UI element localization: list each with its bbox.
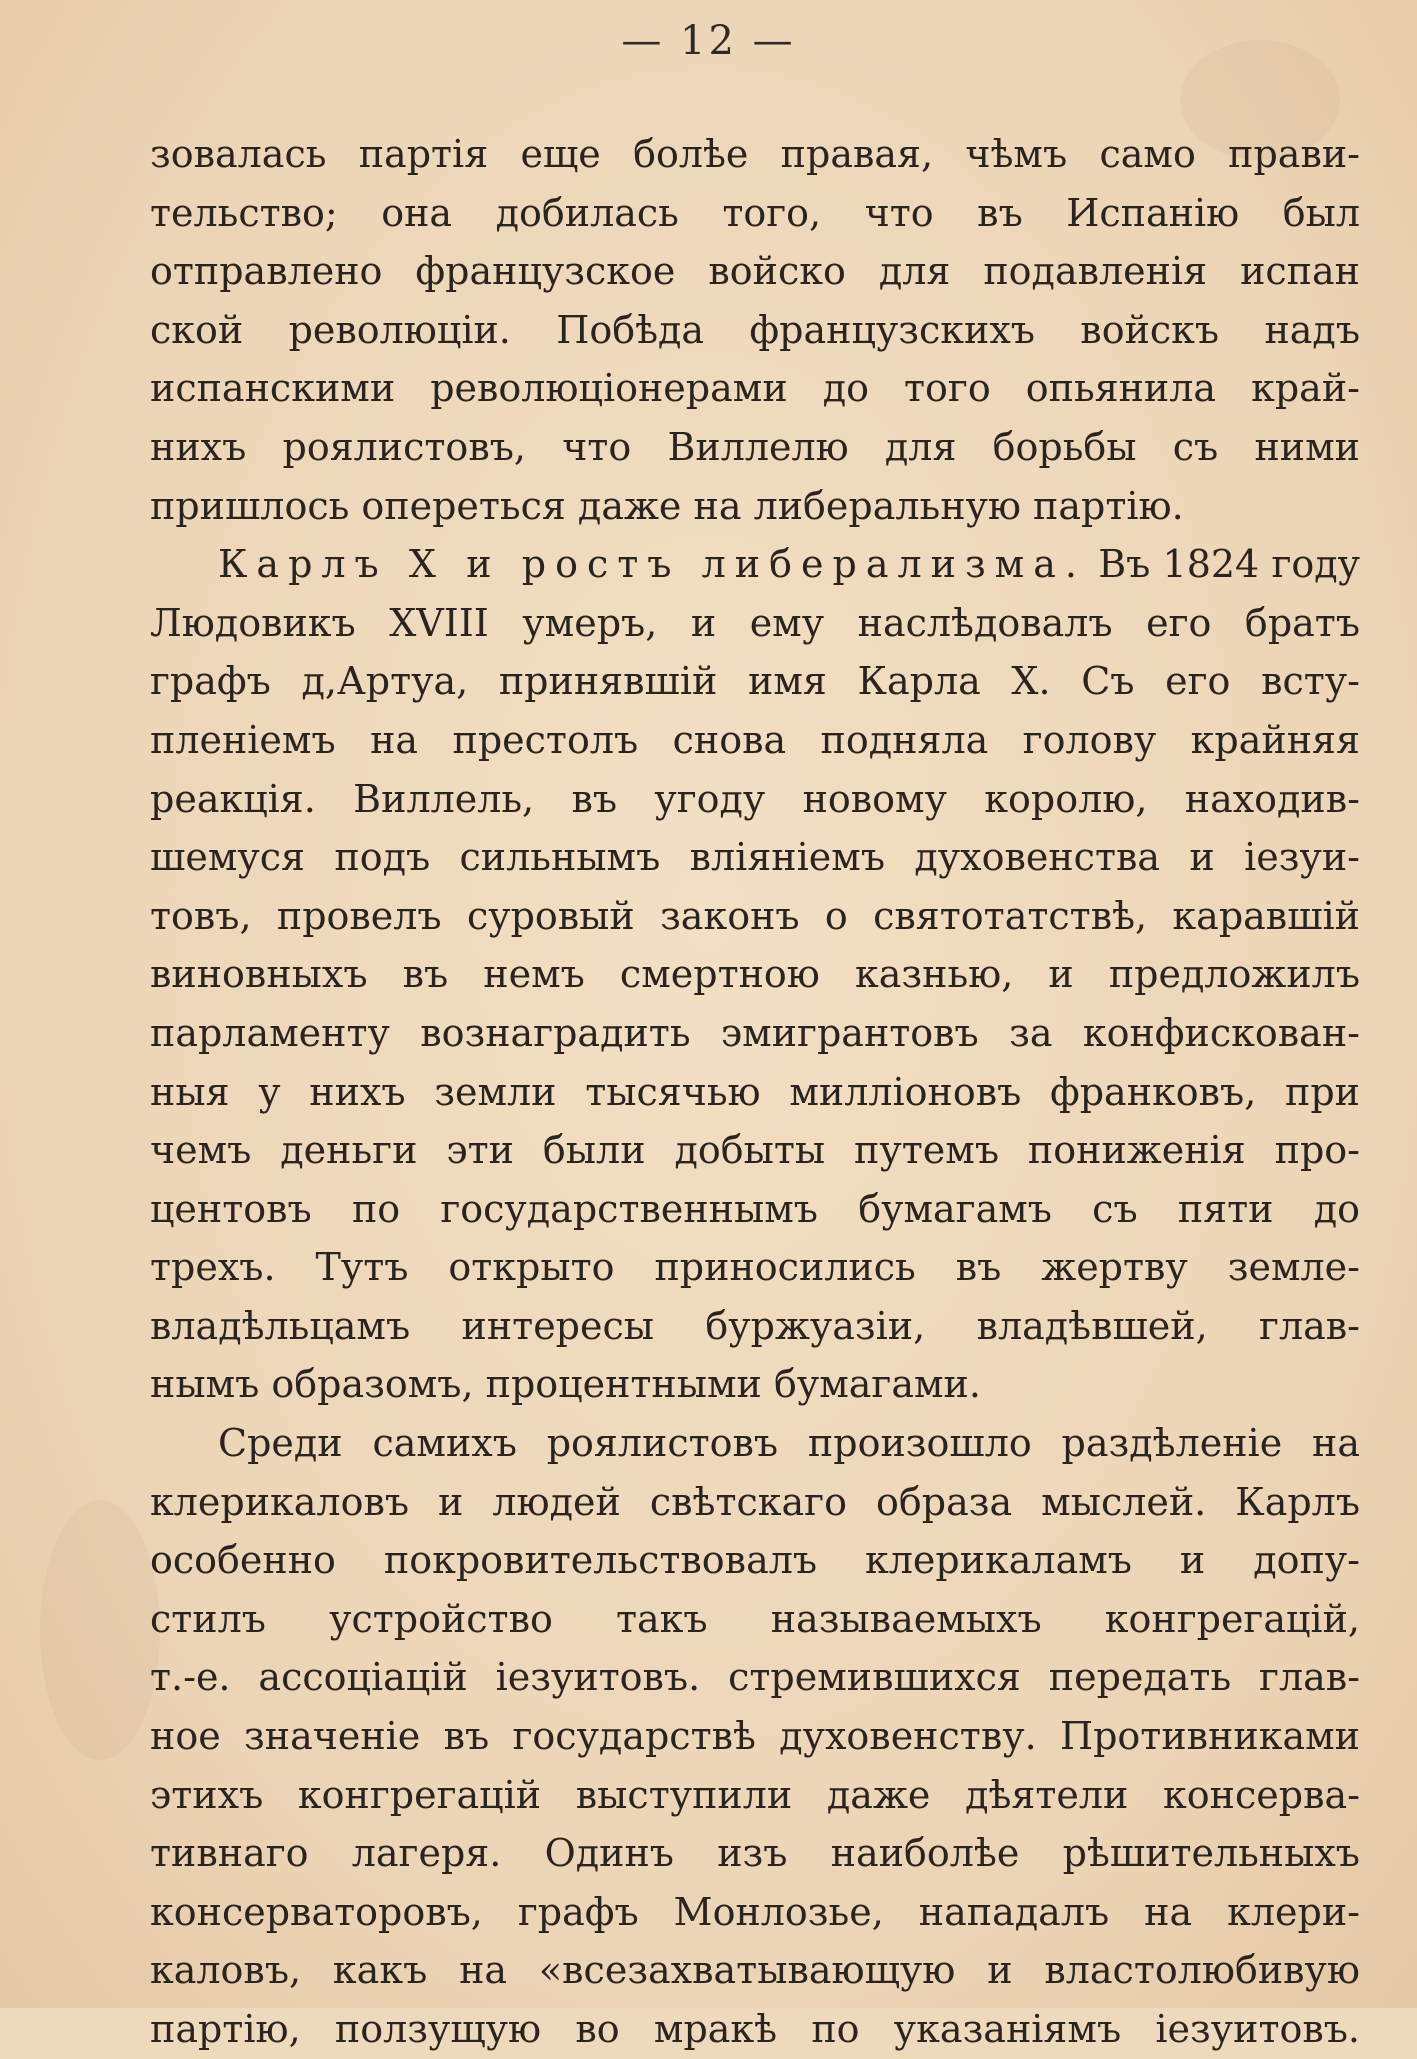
text-line-start: Въ 1824 году — [1098, 542, 1360, 587]
text-line: товъ, провелъ суровый законъ о святотатствѣ, каравшій — [150, 893, 1360, 938]
text-line: пришлось опереться даже на либеральную партію. — [150, 483, 1184, 528]
text-line: пленіемъ на престолъ снова подняла голову крайняя — [150, 717, 1360, 762]
text-line: нымъ образомъ, процентными бумагами. — [150, 1362, 981, 1407]
paper-stain — [40, 1500, 160, 1760]
text-line: ской революціи. Побѣда французскихъ войскъ надъ — [150, 307, 1360, 352]
text-line: тивнаго лагеря. Одинъ изъ наиболѣе рѣшительныхъ — [150, 1831, 1360, 1876]
text-line: ное значеніе въ государствѣ духовенству. Противниками — [150, 1714, 1360, 1759]
text-line: зовалась партія еще болѣе правая, чѣмъ само прави- — [150, 132, 1360, 176]
text-line: ныя у нихъ земли тысячью милліоновъ франковъ, при — [150, 1069, 1360, 1114]
text-line: нихъ роялистовъ, что Виллелю для борьбы съ ними — [150, 424, 1360, 469]
text-line: стилъ устройство такъ называемыхъ конгрегацій, — [150, 1596, 1360, 1641]
body-text — [150, 125, 1360, 2059]
text-line: тельство; она добилась того, что въ Испанію был — [150, 190, 1360, 235]
text-line: каловъ, какъ на «всезахватывающую и властолюбивую — [150, 1948, 1360, 1993]
text-line: испанскими революціонерами до того опьянила край- — [150, 366, 1360, 411]
text-line: шемуся подъ сильнымъ вліяніемъ духовенства и іезуи- — [150, 835, 1360, 880]
text-line: Среди самихъ роялистовъ произошло раздѣленіе на — [218, 1421, 1360, 1466]
text-line: центовъ по государственнымъ бумагамъ съ пяти до — [150, 1186, 1360, 1231]
text-line: реакція. Виллель, въ угоду новому королю, находив- — [150, 776, 1360, 821]
text-line: Людовикъ XVIII умеръ, и ему наслѣдовалъ его братъ — [150, 600, 1360, 645]
section-heading: Карлъ Х и ростъ либерализма. — [218, 542, 1086, 587]
text-line: консерваторовъ, графъ Монлозье, нападалъ на клери- — [150, 1889, 1360, 1934]
text-line: этихъ конгрегацій выступили даже дѣятели консерва- — [150, 1772, 1360, 1817]
text-line: партію, ползущую во мракѣ по указаніямъ іезуитовъ. — [150, 2007, 1360, 2051]
text-line: виновныхъ въ немъ смертною казнью, и предложилъ — [150, 952, 1360, 997]
page-number: — 12 — — [621, 18, 796, 64]
text-line: чемъ деньги эти были добыты путемъ пониженія про- — [150, 1128, 1360, 1173]
text-line: парламенту вознаградить эмигрантовъ за конфискован- — [150, 1010, 1360, 1055]
text-line: т.-е. ассоціацій іезуитовъ. стремившихся передать глав- — [150, 1655, 1360, 1700]
text-line: владѣльцамъ интересы буржуазіи, владѣвшей, глав- — [150, 1303, 1360, 1348]
text-line: графъ д,Артуа, принявшій имя Карла X. Съ его всту- — [150, 659, 1360, 704]
text-line: отправлено французское войско для подавленія испан — [150, 249, 1360, 294]
text-line: особенно покровительствовалъ клерикаламъ и допу- — [150, 1538, 1360, 1583]
text-line: клерикаловъ и людей свѣтскаго образа мыслей. Карлъ — [150, 1479, 1360, 1524]
section-heading-line — [150, 535, 1360, 594]
text-line: трехъ. Тутъ открыто приносились въ жертву земле- — [150, 1245, 1360, 1290]
